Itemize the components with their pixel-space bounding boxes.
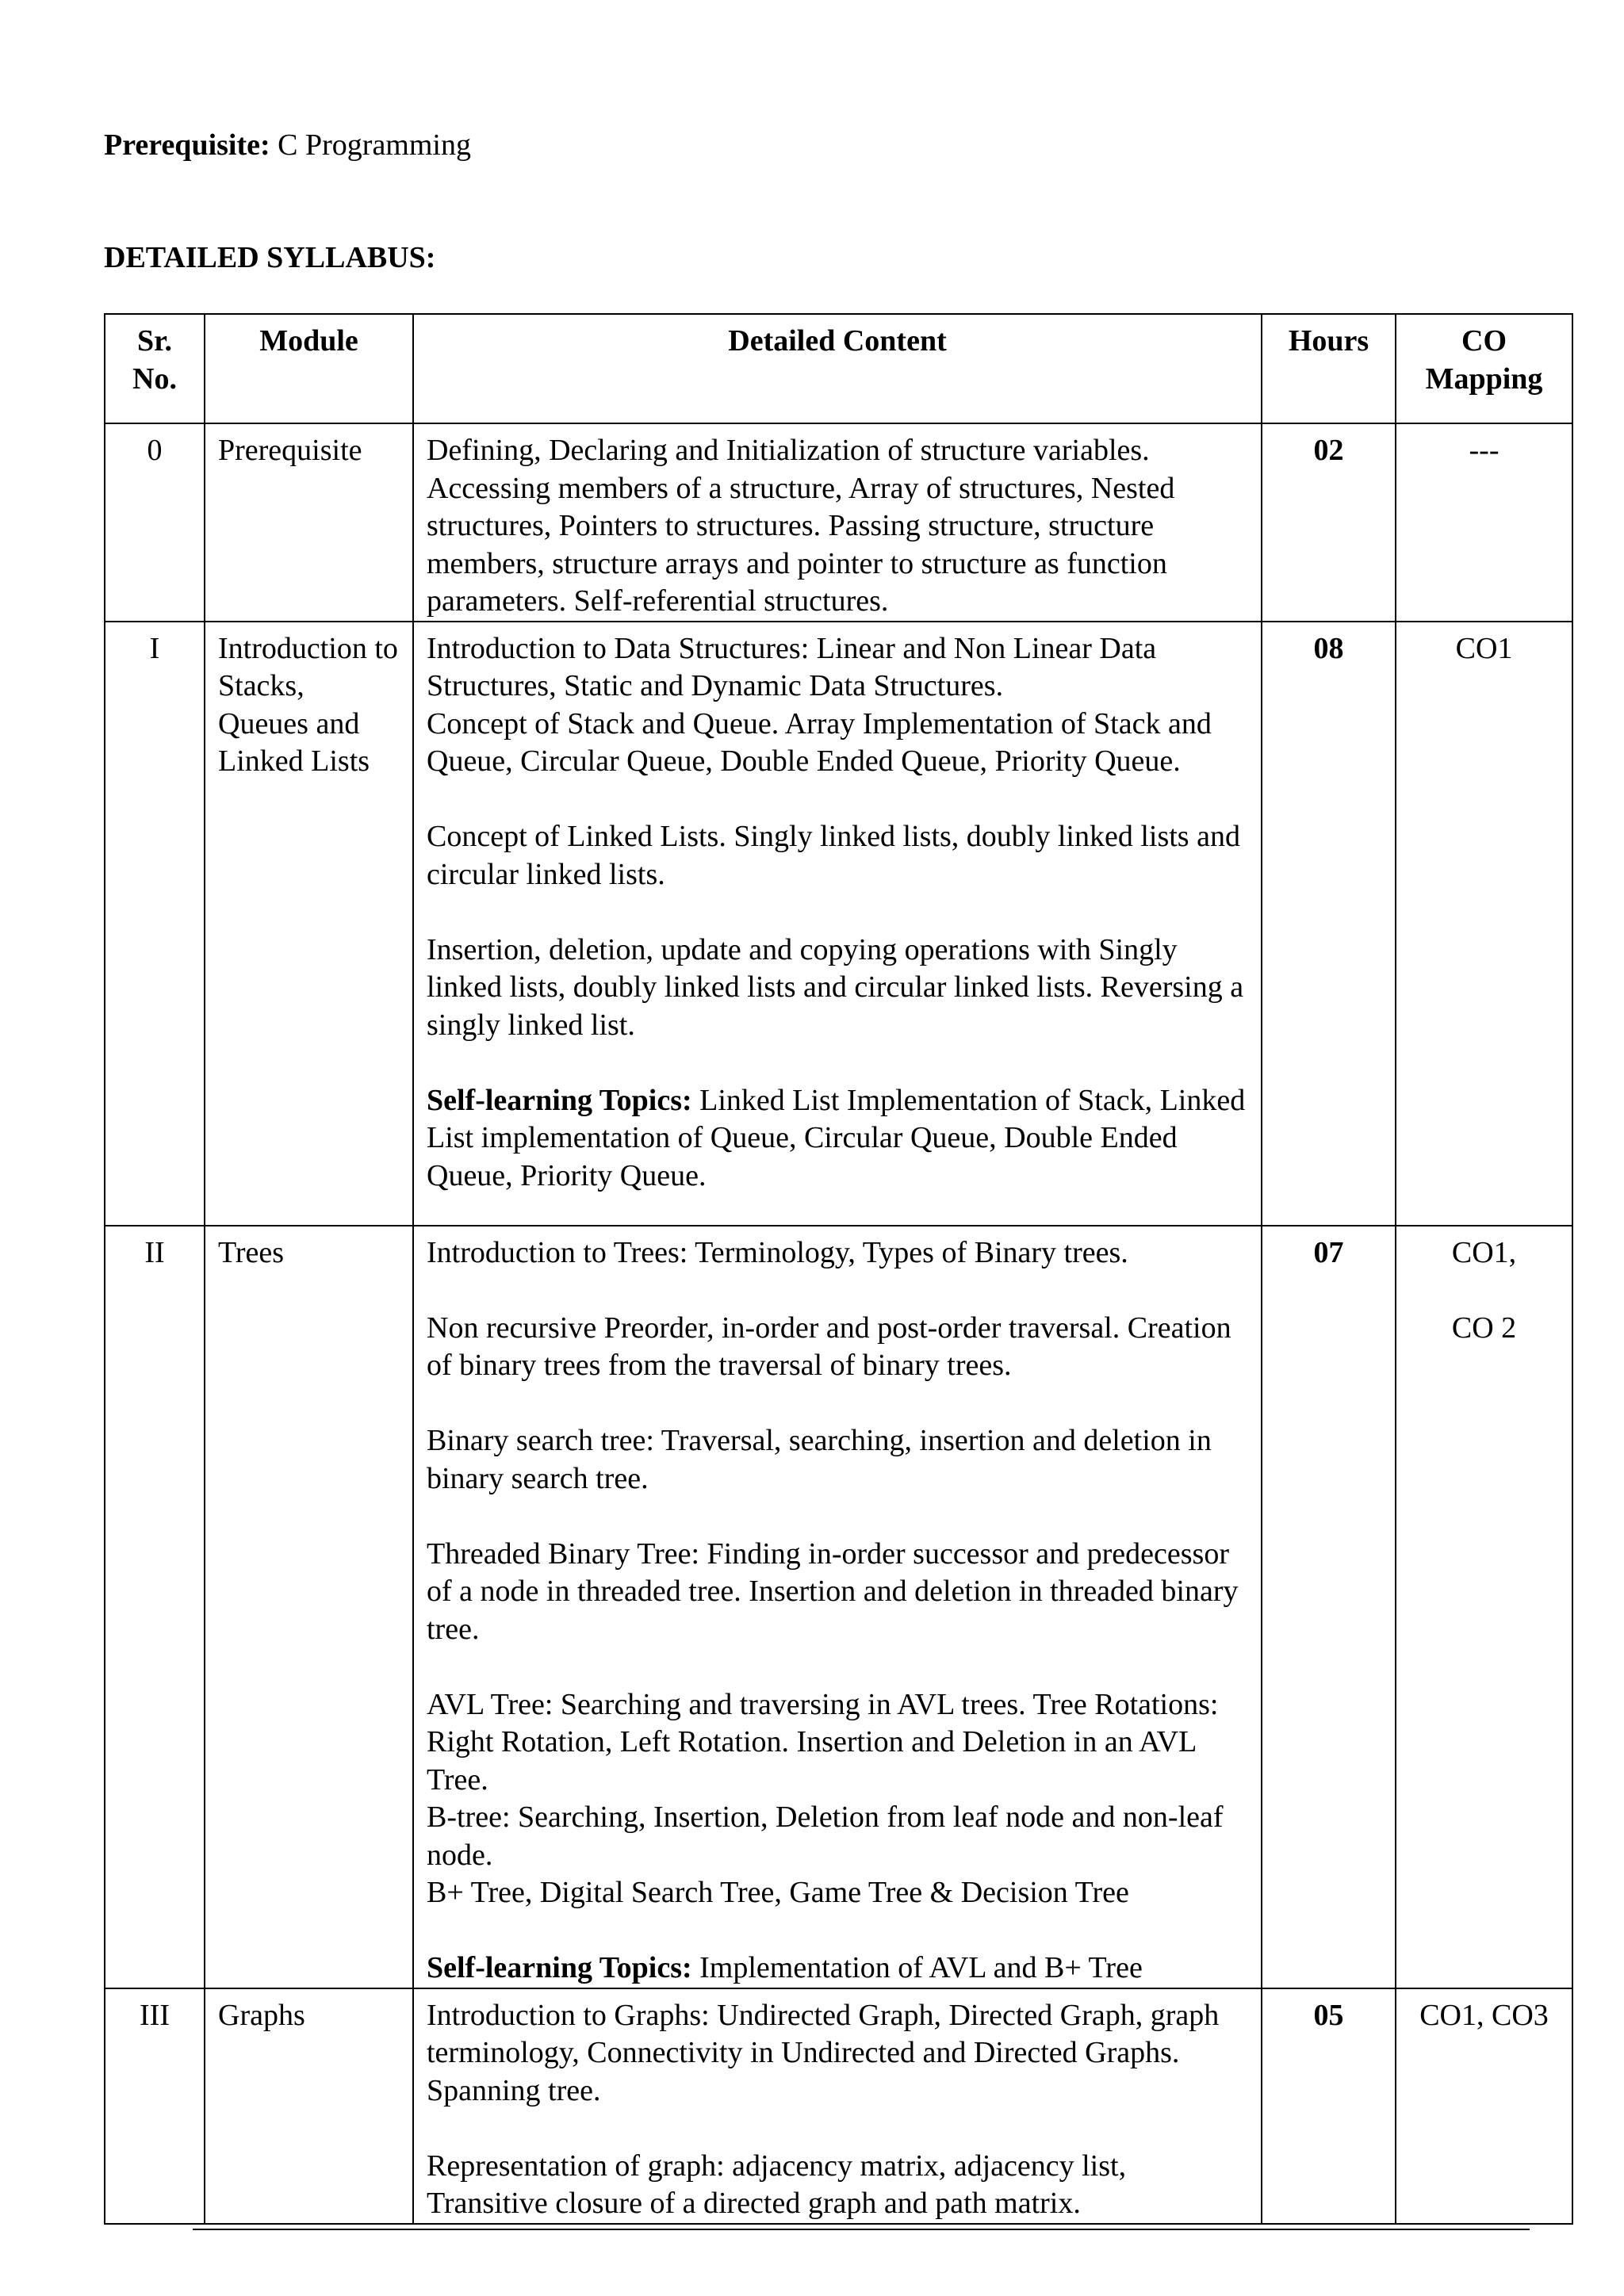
content-paragraph [427,932,1248,1045]
header-co: CO Mapping [1396,314,1572,423]
footer-rule [193,2229,1530,2230]
cell-content [413,423,1262,622]
header-hours: Hours [1262,314,1396,423]
cell-module: Trees [205,1226,413,1988]
cell-hours: 07 [1262,1226,1396,1988]
table-row [105,622,1572,1226]
content-text: B-tree: Searching, Insertion, Deletion from leaf node and non-leaf node. [427,1800,1224,1872]
content-text: Defining, Declaring and Initialization of structure variables. Accessing members of a structure, Array of structures, Nested structures, Pointers to structures. Passing structure, structure members, structure arrays and pointer to structure as function parameters. Self-referential structures. [427,434,1175,618]
content-text: Introduction to Data Structures: Linear and Non Linear Data Structures, Static and Dynamic Data Structures. [427,631,1157,702]
cell-sr: I [105,622,205,1226]
content-text: Implementation of AVL and B+ Tree [691,1951,1143,1984]
content-paragraph [427,1997,1248,2110]
cell-sr: III [105,1988,205,2224]
syllabus-table [104,313,1573,2225]
section-heading: DETAILED SYLLABUS: [104,241,436,274]
content-text: Linked List Implementation of Stack, Linked List implementation of Queue, Circular Queue, Double Ended Queue, Priority Queue. [427,1083,1246,1192]
content-paragraph [427,432,1248,621]
co-mapping-item: CO1, CO3 [1419,1998,1549,2032]
content-paragraph [427,1082,1248,1196]
content-text: Insertion, deletion, update and copying operations with Singly linked lists, doubly linked lists and circular linked lists. Reversing a singly linked list. [427,932,1244,1042]
cell-co-mapping [1396,1988,1572,2224]
content-text: Non recursive Preorder, in-order and post-order traversal. Creation of binary trees from the traversal of binary trees. [427,1311,1231,1382]
self-learning-label: Self-learning Topics: [427,1951,692,1984]
table-row [105,1226,1572,1988]
header-sr: Sr. No. [105,314,205,423]
co-mapping-item: CO1, [1451,1235,1517,1269]
cell-co-mapping [1396,622,1572,1226]
content-paragraph [427,2148,1248,2223]
content-text: AVL Tree: Searching and traversing in AVL trees. Tree Rotations: Right Rotation, Left Rotation. Insertion and Deletion in an AVL Tree. [427,1687,1219,1797]
content-text: Binary search tree: Traversal, searching, insertion and deletion in binary search tree. [427,1424,1212,1495]
content-paragraph [427,1686,1248,1800]
table-row [105,423,1572,622]
content-text: Introduction to Graphs: Undirected Graph, Directed Graph, graph terminology, Connectivity in Undirected and Directed Graphs. Spanning tree. [427,1998,1220,2107]
prerequisite-line [104,125,471,165]
content-paragraph [427,630,1248,706]
content-text: Concept of Stack and Queue. Array Implementation of Stack and Queue, Circular Queue, Double Ended Queue, Priority Queue. [427,706,1212,778]
prerequisite-value: C Programming [278,128,471,162]
header-module: Module [205,314,413,423]
cell-co-mapping [1396,423,1572,622]
co-mapping-item: CO 2 [1451,1311,1517,1345]
content-paragraph [427,1874,1248,1912]
content-paragraph [427,1310,1248,1385]
self-learning-label: Self-learning Topics: [427,1083,692,1117]
content-paragraph [427,818,1248,894]
cell-sr: 0 [105,423,205,622]
content-paragraph [427,1234,1248,1272]
content-paragraph [427,1422,1248,1498]
content-text: Introduction to Trees: Terminology, Types of Binary trees. [427,1235,1128,1269]
cell-content [413,622,1262,1226]
table-body [105,423,1572,2224]
cell-module: Introduction to Stacks, Queues and Linked Lists [205,622,413,1226]
cell-hours: 08 [1262,622,1396,1226]
table-header-row [105,314,1572,423]
content-paragraph [427,1950,1248,1988]
content-text: B+ Tree, Digital Search Tree, Game Tree & Decision Tree [427,1876,1129,1909]
content-text: Concept of Linked Lists. Singly linked lists, doubly linked lists and circular linked lists. [427,820,1240,891]
cell-module: Prerequisite [205,423,413,622]
co-mapping-item: CO1 [1455,631,1513,665]
cell-hours: 02 [1262,423,1396,622]
cell-sr: II [105,1226,205,1988]
content-paragraph [427,706,1248,781]
cell-module: Graphs [205,1988,413,2224]
cell-co-mapping [1396,1226,1572,1988]
content-text: Representation of graph: adjacency matrix, adjacency list, Transitive closure of a directed graph and path matrix. [427,2149,1127,2220]
cell-hours: 05 [1262,1988,1396,2224]
header-content: Detailed Content [413,314,1262,423]
cell-content [413,1988,1262,2224]
content-paragraph [427,1799,1248,1874]
cell-content [413,1226,1262,1988]
content-text: Threaded Binary Tree: Finding in-order successor and predecessor of a node in threaded tree. Insertion and deletion in threaded binary tree. [427,1536,1239,1646]
prerequisite-label: Prerequisite: [104,128,270,162]
table-row [105,1988,1572,2224]
content-paragraph [427,1536,1248,1649]
co-mapping-item: --- [1469,434,1500,467]
